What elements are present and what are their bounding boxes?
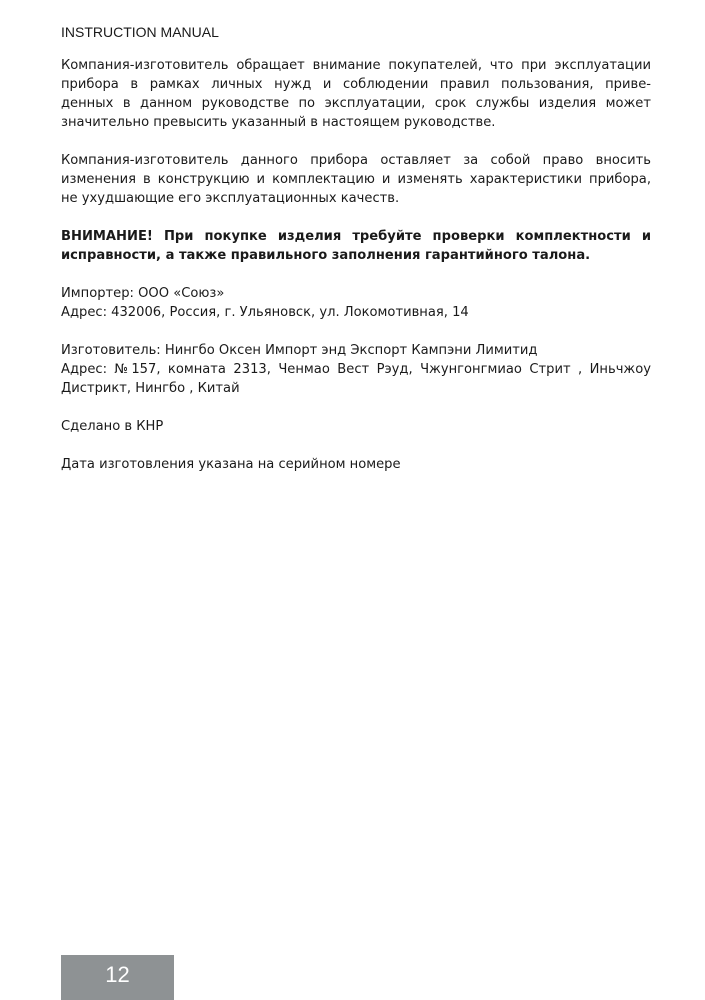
manufacturer-address-cont: Дистрикт, Нингбо , Китай <box>61 381 240 396</box>
paragraph-line: прибора в рамках личных нужд и соблюдении правил пользования, приве- <box>61 77 651 92</box>
importer-block <box>61 284 651 322</box>
importer-address: Адрес: 432006, Россия, г. Ульяновск, ул. Локомотивная, 14 <box>61 305 469 320</box>
paragraph-line: денных в данном руководстве по эксплуатации, срок службы изделия может <box>61 96 651 111</box>
manufacture-date-text: Дата изготовления указана на серийном номере <box>61 457 401 472</box>
made-in-line <box>61 417 651 436</box>
importer-name: Импортер: ООО «Союз» <box>61 286 225 301</box>
manufacturer-name: Изготовитель: Нингбо Оксен Импорт энд Экспорт Кампэни Лимитид <box>61 343 538 358</box>
paragraph-line: Компания-изготовитель обращает внимание покупателей, что при эксплуатации <box>61 58 651 73</box>
manufacturer-block <box>61 341 651 398</box>
manufacture-date-line <box>61 455 651 474</box>
warning-line: исправности, а также правильного заполнения гарантийного талона. <box>61 248 591 263</box>
paragraph-line: изменения в конструкцию и комплектацию и изменять характеристики прибора, <box>61 172 651 187</box>
warning-line: ВНИМАНИЕ! При покупке изделия требуйте проверки комплектности и <box>61 229 651 244</box>
paragraph-line: Компания-изготовитель данного прибора оставляет за собой право вносить <box>61 153 651 168</box>
paragraph-line: не ухудшающие его эксплуатационных качеств. <box>61 191 400 206</box>
made-in-text: Сделано в КНР <box>61 419 164 434</box>
modification-rights-paragraph <box>61 151 651 208</box>
manufacturer-address: Адрес: №157, комната 2313, Ченмао Вест Рэуд, Чжунгонгмиао Стрит , Иньчжоу <box>61 362 651 377</box>
page-number-box <box>61 955 174 1000</box>
service-life-paragraph <box>61 56 651 132</box>
warning-paragraph <box>61 227 651 265</box>
paragraph-line: значительно превысить указанный в настоящем руководстве. <box>61 115 496 130</box>
manual-header: INSTRUCTION MANUAL <box>61 24 219 40</box>
page-number: 12 <box>105 961 130 987</box>
manual-content <box>61 56 651 493</box>
